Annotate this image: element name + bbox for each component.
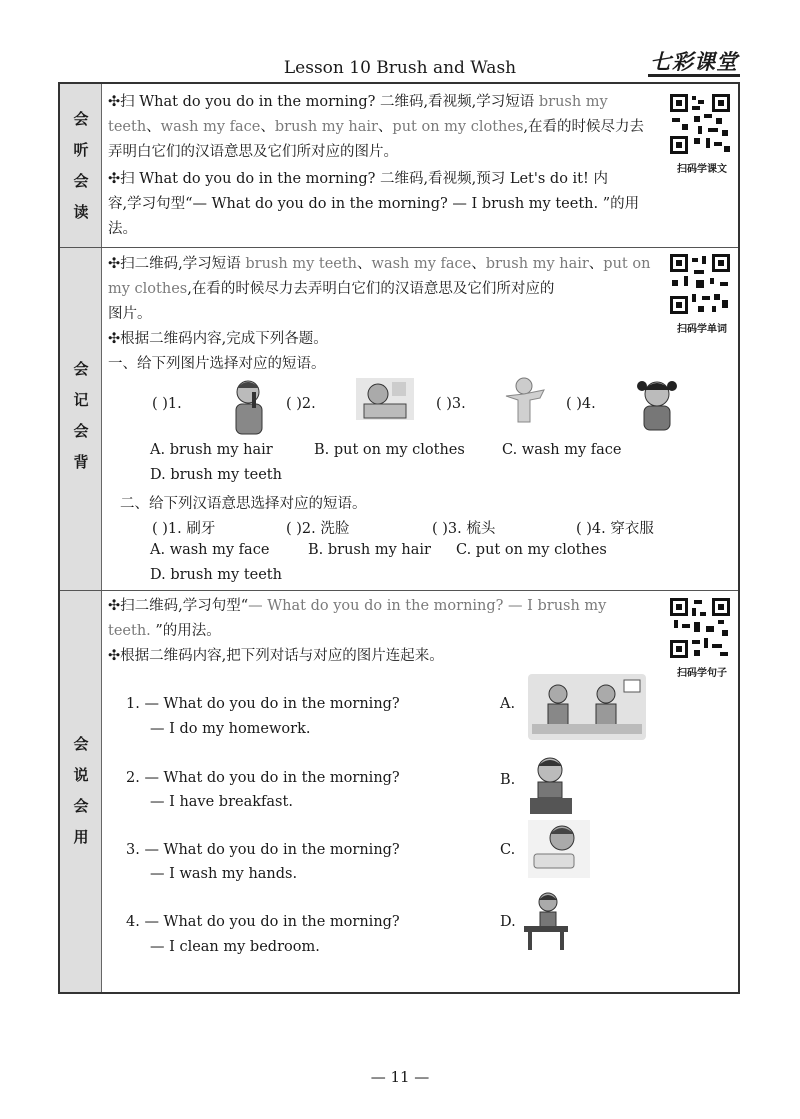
- section1-text: ✣扫 What do you do in the morning? 二维码,看视频,学习短语 brush my teeth、wash my face、brush my hair、put on my clothes,在看的时候尽力去 弄明白它们的汉语意思及它们所对应的图片。 ✣扫 What do you do in the morning? 二维码,看视频,预习 Let's do it! 内 容,学习句型“— What do you do in the morning? — I brush my teeth. ”的用法。: [108, 94, 644, 237]
- kids-cleaning-room-image[interactable]: [528, 674, 646, 740]
- picture-label-b: B.: [500, 772, 516, 788]
- boy-eating-breakfast-image[interactable]: [528, 754, 574, 816]
- section3-label: 会 说 会 用: [73, 735, 89, 846]
- putting-on-clothes-image: [500, 376, 550, 424]
- brand-logo: 七彩课堂: [650, 50, 738, 74]
- qr-caption: 扫码学句子: [677, 668, 727, 679]
- qr-caption: 扫码学课文: [677, 164, 727, 175]
- q2-option-b: B. brush my hair: [308, 542, 431, 558]
- q1-option-d: D. brush my teeth: [150, 467, 282, 483]
- qr-code-icon[interactable]: [668, 596, 732, 660]
- boy-washing-hands-image[interactable]: [528, 820, 590, 878]
- q1-option-a: A. brush my hair: [150, 442, 273, 458]
- section2-text: ✣扫二维码,学习短语 brush my teeth、wash my face、brush my hair、put on my clothes,在看的时候尽力去弄明白它们的汉语意思及它们所对应的 图片。 ✣根据二维码内容,完成下列各题。 一、给下列图片选择对应的短语。: [108, 256, 651, 372]
- page-title: Lesson 10 Brush and Wash: [283, 58, 517, 78]
- q2-item-1[interactable]: ( )1. 刷牙: [152, 521, 216, 537]
- q2-option-a: A. wash my face: [150, 542, 270, 558]
- q2-item-4[interactable]: ( )4. 穿衣服: [576, 521, 654, 537]
- q1-item-1[interactable]: ( )1.: [152, 396, 182, 412]
- q1-item-4[interactable]: ( )4.: [566, 396, 596, 412]
- dialog-4-question: 4. — What do you do in the morning?: [126, 914, 400, 930]
- page-number: — 11 —: [370, 1068, 430, 1086]
- dialog-4-answer: — I clean my bedroom.: [150, 939, 320, 955]
- qr-code-icon[interactable]: [668, 92, 732, 156]
- boy-brushing-teeth-image: [228, 376, 272, 436]
- q2-item-3[interactable]: ( )3. 梳头: [432, 521, 496, 537]
- dialog-2-answer: — I have breakfast.: [150, 794, 293, 810]
- girl-brushing-hair-image: [634, 376, 680, 432]
- qr-code-icon[interactable]: [668, 252, 732, 316]
- q2-option-d: D. brush my teeth: [150, 567, 282, 583]
- section-divider: [60, 247, 738, 248]
- q2-item-2[interactable]: ( )2. 洗脸: [286, 521, 350, 537]
- title-rule: [648, 74, 740, 77]
- dialog-3-question: 3. — What do you do in the morning?: [126, 842, 400, 858]
- dialog-2-question: 2. — What do you do in the morning?: [126, 770, 400, 786]
- q1-item-2[interactable]: ( )2.: [286, 396, 316, 412]
- dialog-3-answer: — I wash my hands.: [150, 866, 298, 882]
- washing-face-image: [356, 378, 414, 420]
- section2-label: 会 记 会 背: [73, 360, 89, 471]
- section-divider: [60, 590, 738, 591]
- q1-item-3[interactable]: ( )3.: [436, 396, 466, 412]
- worksheet-frame: [58, 82, 740, 994]
- section1-label: 会 听 会 读: [73, 110, 89, 221]
- q1-option-c: C. wash my face: [502, 442, 622, 458]
- q2-option-c: C. put on my clothes: [456, 542, 607, 558]
- dialog-1-question: 1. — What do you do in the morning?: [126, 696, 400, 712]
- picture-label-a: A.: [500, 696, 516, 712]
- section3-text: ✣扫二维码,学习句型“— What do you do in the morning? — I brush my teeth. ”的用法。 ✣根据二维码内容,把下列对话与对应的图片连起来。: [108, 598, 607, 664]
- q1-option-b: B. put on my clothes: [314, 442, 465, 458]
- boy-doing-homework-image[interactable]: [522, 890, 570, 952]
- q2-title: 二、给下列汉语意思选择对应的短语。: [120, 496, 367, 512]
- picture-label-c: C.: [500, 842, 516, 858]
- picture-label-d: D.: [500, 914, 516, 930]
- dialog-1-answer: — I do my homework.: [150, 721, 311, 737]
- qr-caption: 扫码学单词: [677, 324, 727, 335]
